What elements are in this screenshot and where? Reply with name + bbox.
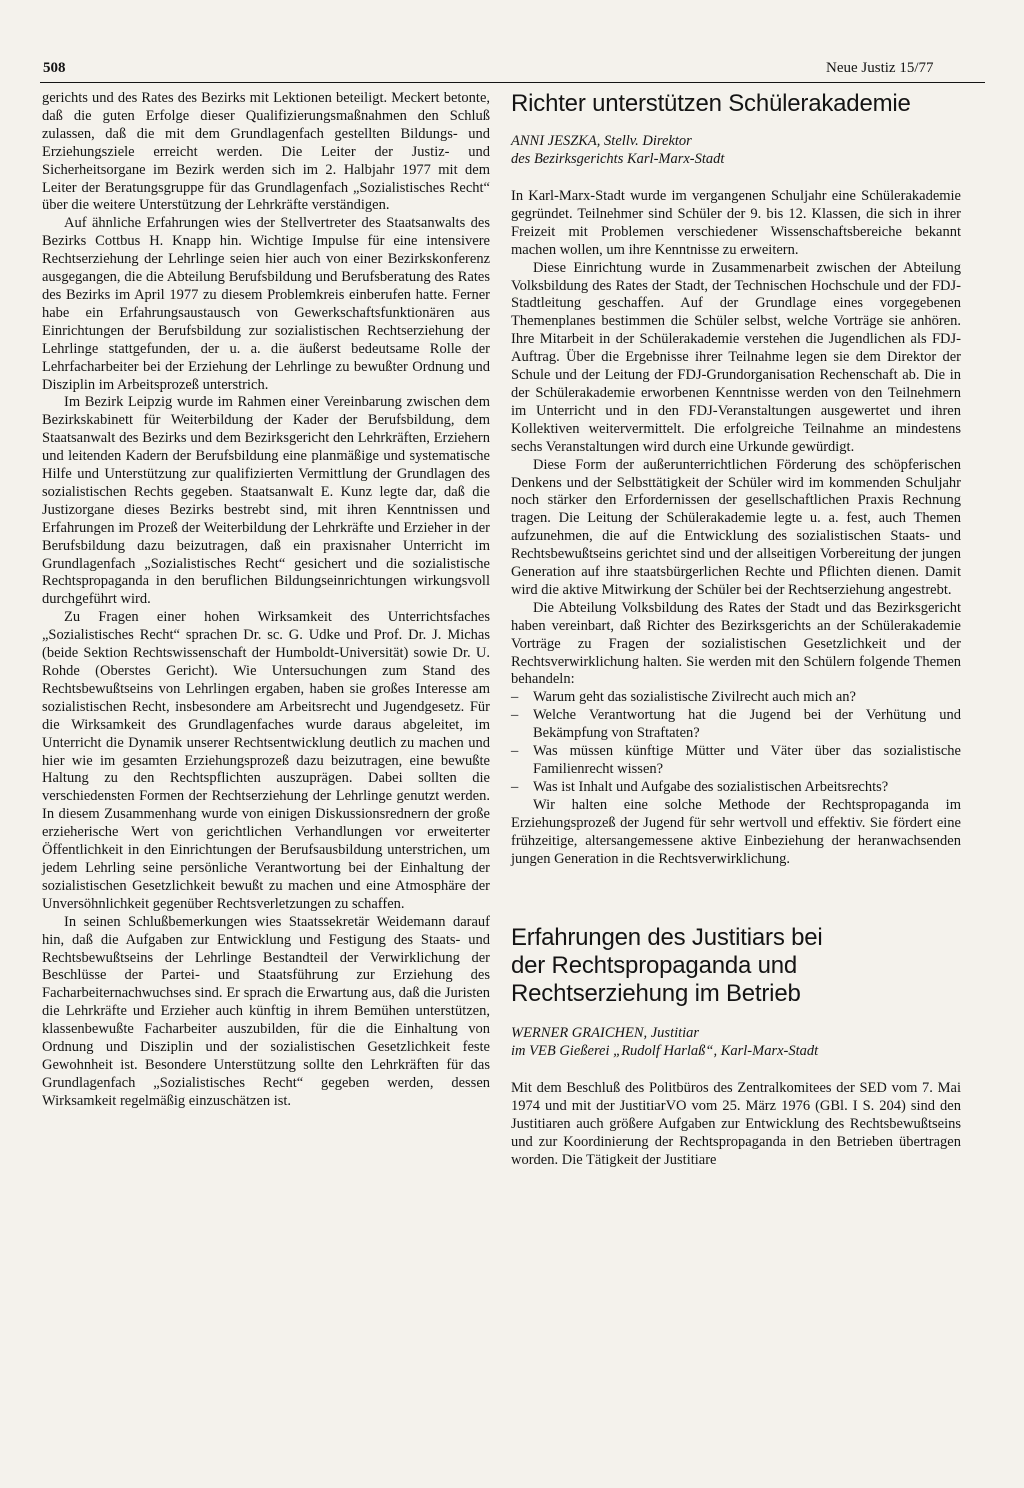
paragraph: Zu Fragen einer hohen Wirksamkeit des Unterrichtsfaches „Sozialistisches Recht“ sprachen Dr. sc. G. Udke und Prof. Dr. J. Michas (beide Sektion Rechtswissenschaft der Humboldt-Universität) sowie Dr. U. Rohde (Oberstes Gericht). Wie Untersuchungen zum Stand des Rechtsbewußtseins von Lehrlingen ergaben, haben sie großes Interesse am sozialistischen Recht, insbesondere am Arbeitsrecht und Jugendgesetz. Für die Wirksamkeit des Grundlagenfaches wurde daraus abgeleitet, im Unterricht die Dynamik unserer Rechtsentwicklung deutlich zu machen und hier wie im gesamten Erziehungsprozeß dazu beizutragen, eine bewußte Haltung zu den Rechtspflichten auszuprägen. Dabei sollten die verschiedensten Formen der Rechtserziehung der Lehrlinge genutzt werden. In diesem Zusammenhang wurde von einigen Diskussionsrednern der große erzieherische Wert von gerichtlichen Verhandlungen vor erweiterter Öffentlichkeit in den Einrichtungen der Berufsausbildung unterstrichen, um jedem Lehrling seine persönliche Verantwortung bei der Einhaltung der sozialistischen Gesetzlichkeit bewußt zu machen und eine Atmosphäre der Unversöhnlichkeit gegenüber Rechtsverletzungen zu schaffen. [42,609,490,912]
left-column [42,90,490,1111]
paragraph: In Karl-Marx-Stadt wurde im vergangenen Schuljahr eine Schülerakademie gegründet. Teilnehmer sind Schüler der 9. bis 12. Klassen, die sich in ihrer Freizeit mit Problemen verschiedener Wissenschaftsbereiche bekannt machen wollen, um ihre Kenntnisse zu erweitern. [511,188,961,258]
paragraph: Auf ähnliche Erfahrungen wies der Stellvertreter des Staatsanwalts des Bezirks Cottbus H. Knapp hin. Wichtige Impulse für eine intensivere Rechtserziehung der Lehrlinge seien hier auch von einer Bezirkskonferenz ausgegangen, die die Abteilung Berufsbildung und Berufsberatung des Rates des Bezirks im April 1977 zu diesem Problemkreis einberufen hatte. Ferner habe ein Erfahrungsaustausch von Gewerkschaftsfunktionären aus Einrichtungen der Berufsbildung zur sozialistischen Rechtserziehung der Lehrlinge stattgefunden, der u. a. die äußerst bedeutsame Rolle der Lehrfacharbeiter bei der Erziehung der Lehrlinge zu bewußter Ordnung und Disziplin im Arbeitsprozeß unterstrich. [42,215,490,393]
author-byline-2 [511,1024,961,1060]
paragraph: Im Bezirk Leipzig wurde im Rahmen einer Vereinbarung zwischen dem Bezirkskabinett für Weiterbildung der Kader der Berufsbildung, dem Staatsanwalt des Bezirks und dem Bezirksgericht den Lehrkräften, Erziehern und leitenden Kadern der Berufsbildung eine planmäßige und systematische Hilfe und Unterstützung zur qualifizierten Vermittlung der Grundlagen des sozialistischen Rechts gegeben. Staatsanwalt E. Kunz legte dar, daß die Justizorgane dieses Bezirks bestrebt sind, mit ihren Kenntnissen und Erfahrungen im Prozeß der Weiterbildung der Lehrkräfte und Erzieher in der Berufsbildung dazu beizutragen, daß ein praxisnaher Unterricht im Grundlagenfach „Sozialistisches Recht“ gesichert und die sozialistische Rechtspropaganda in den beruflichen Bildungseinrichtungen wirkungsvoll durchgeführt wird. [42,394,490,608]
list-item: – Was müssen künftige Mütter und Väter über das sozialistische Familienrecht wissen? [511,743,961,779]
right-column [511,90,961,1170]
list-item: – Welche Verantwortung hat die Jugend bei der Verhütung und Bekämpfung von Straftaten? [511,707,961,743]
article-title: Richter unterstützen Schülerakademie [511,90,911,117]
paragraph: Mit dem Beschluß des Politbüros des Zentralkomitees der SED vom 7. Mai 1974 und mit der JustitiarVO vom 25. März 1976 (GBl. I S. 204) sind den Justitiaren auch größere Aufgaben zur Entwicklung des Rechtsbewußtseins und zur Koordinierung der Rechtspropaganda in den Betrieben übertragen worden. Die Tätigkeit der Justitiare [511,1080,961,1169]
page-number: 508 [43,60,66,76]
author-affiliation: des Bezirksgerichts Karl-Marx-Stadt [511,151,725,167]
header-rule [40,82,985,83]
page-header [0,60,1024,82]
author-affiliation: im VEB Gießerei „Rudolf Harlaß“, Karl-Marx-Stadt [511,1043,819,1060]
paragraph: Diese Einrichtung wurde in Zusammenarbeit zwischen der Abteilung Volksbildung des Rates der Stadt, der Technischen Hochschule und der FDJ-Stadtleitung geschaffen. Auf der Grundlage eines vorgegebenen Themenplanes bestimmen die Schüler selbst, welche Vorträge sie anhören. Ihre Mitarbeit in der Schülerakademie verstehen die Jugendlichen als FDJ-Auftrag. Über die Ergebnisse ihrer Teilnahme legen sie dem Direktor der Schule und der Leitung der FDJ-Grundorganisation Rechenschaft ab. Die in der Schülerakademie erworbenen Kenntnisse werden von den Teilnehmern im Unterricht und in den FDJ-Veranstaltungen ausgewertet und ihren Kollektiven weitervermittelt. Die erfolgreiche Teilnahme an mindestens sechs Veranstaltungen wird durch eine Urkunde gewürdigt. [511,259,961,455]
article-title-2 [511,924,961,1008]
paragraph: gerichts und des Rates des Bezirks mit Lektionen beteiligt. Meckert betonte, daß die guten Erfolge dieser Qualifizierungsmaßnahmen den Schluß zulassen, daß die mit dem Grundlagenfach gestellten Bildungs- und Erziehungsziele erreicht werden. Die Leiter der Justiz- und Sicherheitsorgane im Bezirk werden sich im 2. Halbjahr 1977 mit dem Leiter der Beratungsgruppe für das Grundlagenfach „Sozialistisches Recht“ über die weitere Unterstützung der Lehrkräfte verständigen. [42,90,490,214]
title-line: Erfahrungen des Justitiars bei [511,924,823,952]
list-item: – Was ist Inhalt und Aufgabe des sozialistischen Arbeitsrechts? [511,779,961,797]
author-name: WERNER GRAICHEN, Justitiar [511,1025,700,1042]
paragraph: Die Abteilung Volksbildung des Rates der Stadt und das Bezirksgericht haben vereinbart, daß Richter des Bezirksgerichts an der Schülerakademie Vorträge zu Fragen der sozialistischen Gesetzlichkeit und der Rechtsverwirklichung halten. Sie werden mit den Schülern folgende Themen behandeln: [511,599,961,688]
title-line: der Rechtspropaganda und [511,952,798,980]
journal-issue: Neue Justiz 15/77 [826,60,934,76]
list-item: – Warum geht das sozialistische Zivilrecht auch mich an? [511,689,961,707]
paragraph: In seinen Schlußbemerkungen wies Staatssekretär Weidemann darauf hin, daß die Aufgaben zur Entwicklung und Festigung des Staats- und Rechtsbewußtseins der Lehrlinge Bestandteil der Verwirklichung der Beschlüsse der Partei- und Staatsführung zur Erziehung des Facharbeiternachwuchses sind. Er sprach die Erwartung aus, daß die Juristen die Lehrkräfte und Erzieher auch künftig in ihrem Bemühen unterstützen, klassenbewußte Facharbeiter auszubilden, für die die Einhaltung von Ordnung und Disziplin und der sozialistischen Gesetzlichkeit feste Gewohnheit ist. Besondere Unterstützung sollte den Lehrkräften für das Grundlagenfach „Sozialistisches Recht“ gegeben werden, dessen Wirksamkeit regelmäßig einzuschätzen ist. [42,913,490,1109]
title-line: Rechtserziehung im Betrieb [511,980,801,1008]
author-byline [511,132,961,168]
author-name: ANNI JESZKA, Stellv. Direktor [511,133,692,149]
paragraph: Diese Form der außerunterrichtlichen Förderung des schöpferischen Denkens und der Selbsttätigkeit der Schüler wird im kommenden Schuljahr noch stärker den Erfordernissen der gesellschaftlichen Praxis Rechnung tragen. Die Leitung der Schülerakademie legte u. a. fest, auch Themen aufzunehmen, die auf die Entwicklung des sozialistischen Staats- und Rechtsbewußtseins gerichtet sind und der allseitigen Vorbereitung der jungen Generation auf ihre staatsbürgerlichen Rechte und Pflichten dienen. Damit wird die aktive Mitwirkung der Schüler bei der Rechtserziehung angestrebt. [511,456,961,598]
paragraph: Wir halten eine solche Methode der Rechtspropaganda im Erziehungsprozeß der Jugend für sehr wertvoll und effektiv. Sie fördert eine frühzeitige, altersangemessene aktive Einbeziehung der heranwachsenden jungen Generation in die Rechtsverwirklichung. [511,796,961,867]
topic-list [511,689,961,796]
